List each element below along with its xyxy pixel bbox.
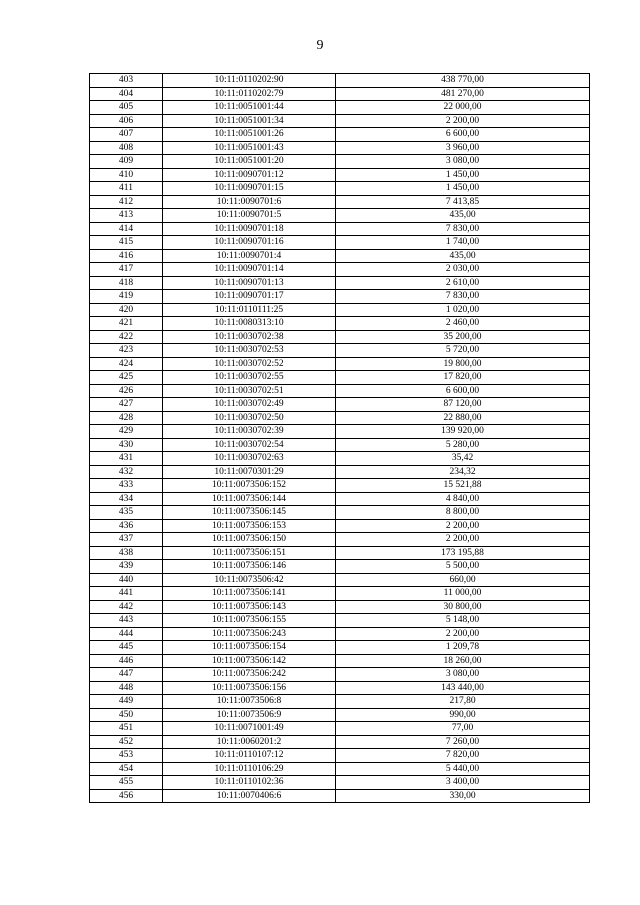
cadastral-number-cell: 10:11:0090701:5	[163, 209, 336, 223]
value-cell: 22 880,00	[336, 411, 590, 425]
row-number-cell: 408	[90, 141, 163, 155]
cadastral-number-cell: 10:11:0110102:36	[163, 776, 336, 790]
value-cell: 6 600,00	[336, 128, 590, 142]
row-number-cell: 415	[90, 236, 163, 250]
cadastral-number-cell: 10:11:0051001:34	[163, 114, 336, 128]
row-number-cell: 424	[90, 357, 163, 371]
row-number-cell: 416	[90, 249, 163, 263]
row-number-cell: 438	[90, 546, 163, 560]
cadastral-number-cell: 10:11:0073506:145	[163, 506, 336, 520]
cadastral-number-cell: 10:11:0073506:156	[163, 681, 336, 695]
cadastral-number-cell: 10:11:0090701:17	[163, 290, 336, 304]
value-cell: 660,00	[336, 573, 590, 587]
cadastral-value-table	[89, 73, 590, 803]
value-cell: 143 440,00	[336, 681, 590, 695]
table-row	[90, 317, 590, 331]
cadastral-number-cell: 10:11:0073506:146	[163, 560, 336, 574]
row-number-cell: 426	[90, 384, 163, 398]
value-cell: 5 500,00	[336, 560, 590, 574]
table-row	[90, 519, 590, 533]
table-row	[90, 546, 590, 560]
value-cell: 35 200,00	[336, 330, 590, 344]
row-number-cell: 421	[90, 317, 163, 331]
table-row	[90, 384, 590, 398]
table-row	[90, 263, 590, 277]
cadastral-number-cell: 10:11:0030702:38	[163, 330, 336, 344]
cadastral-number-cell: 10:11:0070301:29	[163, 465, 336, 479]
table-row	[90, 789, 590, 803]
cadastral-number-cell: 10:11:0071001:49	[163, 722, 336, 736]
value-cell: 18 260,00	[336, 654, 590, 668]
value-cell: 234,32	[336, 465, 590, 479]
cadastral-number-cell: 10:11:0030702:55	[163, 371, 336, 385]
table-row	[90, 749, 590, 763]
value-cell: 2 030,00	[336, 263, 590, 277]
cadastral-number-cell: 10:11:0030702:63	[163, 452, 336, 466]
table-row	[90, 222, 590, 236]
cadastral-number-cell: 10:11:0073506:153	[163, 519, 336, 533]
table-row	[90, 141, 590, 155]
table-row	[90, 276, 590, 290]
value-cell: 15 521,88	[336, 479, 590, 493]
value-cell: 139 920,00	[336, 425, 590, 439]
value-cell: 1 450,00	[336, 182, 590, 196]
table-row	[90, 587, 590, 601]
cadastral-number-cell: 10:11:0073506:155	[163, 614, 336, 628]
cadastral-number-cell: 10:11:0030702:54	[163, 438, 336, 452]
value-cell: 2 610,00	[336, 276, 590, 290]
table-row	[90, 465, 590, 479]
row-number-cell: 418	[90, 276, 163, 290]
cadastral-number-cell: 10:11:0090701:4	[163, 249, 336, 263]
row-number-cell: 456	[90, 789, 163, 803]
row-number-cell: 406	[90, 114, 163, 128]
value-cell: 77,00	[336, 722, 590, 736]
cadastral-number-cell: 10:11:0030702:52	[163, 357, 336, 371]
value-cell: 438 770,00	[336, 74, 590, 88]
cadastral-number-cell: 10:11:0051001:43	[163, 141, 336, 155]
row-number-cell: 444	[90, 627, 163, 641]
row-number-cell: 413	[90, 209, 163, 223]
table-row	[90, 114, 590, 128]
row-number-cell: 429	[90, 425, 163, 439]
row-number-cell: 448	[90, 681, 163, 695]
table-row	[90, 371, 590, 385]
cadastral-number-cell: 10:11:0110202:79	[163, 87, 336, 101]
cadastral-number-cell: 10:11:0030702:53	[163, 344, 336, 358]
value-cell: 19 800,00	[336, 357, 590, 371]
row-number-cell: 434	[90, 492, 163, 506]
cadastral-number-cell: 10:11:0090701:16	[163, 236, 336, 250]
table-row	[90, 708, 590, 722]
value-cell: 5 440,00	[336, 762, 590, 776]
table-row	[90, 249, 590, 263]
cadastral-number-cell: 10:11:0030702:50	[163, 411, 336, 425]
table-row	[90, 722, 590, 736]
table-row	[90, 506, 590, 520]
row-number-cell: 425	[90, 371, 163, 385]
table-row	[90, 452, 590, 466]
row-number-cell: 439	[90, 560, 163, 574]
table-row	[90, 357, 590, 371]
row-number-cell: 423	[90, 344, 163, 358]
cadastral-number-cell: 10:11:0073506:42	[163, 573, 336, 587]
row-number-cell: 431	[90, 452, 163, 466]
value-cell: 35,42	[336, 452, 590, 466]
row-number-cell: 436	[90, 519, 163, 533]
cadastral-number-cell: 10:11:0090701:14	[163, 263, 336, 277]
value-cell: 2 200,00	[336, 519, 590, 533]
cadastral-number-cell: 10:11:0073506:152	[163, 479, 336, 493]
value-cell: 330,00	[336, 789, 590, 803]
table-row	[90, 560, 590, 574]
value-cell: 3 960,00	[336, 141, 590, 155]
table-row	[90, 344, 590, 358]
cadastral-number-cell: 10:11:0073506:142	[163, 654, 336, 668]
cadastral-number-cell: 10:11:0110202:90	[163, 74, 336, 88]
row-number-cell: 435	[90, 506, 163, 520]
value-cell: 87 120,00	[336, 398, 590, 412]
table-row	[90, 695, 590, 709]
table-row	[90, 654, 590, 668]
table-row	[90, 168, 590, 182]
row-number-cell: 432	[90, 465, 163, 479]
row-number-cell: 442	[90, 600, 163, 614]
row-number-cell: 412	[90, 195, 163, 209]
cadastral-number-cell: 10:11:0073506:151	[163, 546, 336, 560]
row-number-cell: 403	[90, 74, 163, 88]
table-row	[90, 573, 590, 587]
cadastral-number-cell: 10:11:0051001:20	[163, 155, 336, 169]
cadastral-number-cell: 10:11:0073506:9	[163, 708, 336, 722]
value-cell: 173 195,88	[336, 546, 590, 560]
cadastral-number-cell: 10:11:0110106:29	[163, 762, 336, 776]
value-cell: 990,00	[336, 708, 590, 722]
value-cell: 3 080,00	[336, 155, 590, 169]
cadastral-number-cell: 10:11:0030702:39	[163, 425, 336, 439]
table-row	[90, 762, 590, 776]
table-row	[90, 735, 590, 749]
value-cell: 11 000,00	[336, 587, 590, 601]
row-number-cell: 422	[90, 330, 163, 344]
row-number-cell: 407	[90, 128, 163, 142]
row-number-cell: 428	[90, 411, 163, 425]
row-number-cell: 430	[90, 438, 163, 452]
row-number-cell: 427	[90, 398, 163, 412]
row-number-cell: 454	[90, 762, 163, 776]
row-number-cell: 404	[90, 87, 163, 101]
table-row	[90, 101, 590, 115]
row-number-cell: 410	[90, 168, 163, 182]
value-cell: 5 720,00	[336, 344, 590, 358]
row-number-cell: 433	[90, 479, 163, 493]
value-cell: 17 820,00	[336, 371, 590, 385]
row-number-cell: 441	[90, 587, 163, 601]
table-row	[90, 681, 590, 695]
value-cell: 5 280,00	[336, 438, 590, 452]
table-row	[90, 492, 590, 506]
value-cell: 1 450,00	[336, 168, 590, 182]
cadastral-number-cell: 10:11:0090701:6	[163, 195, 336, 209]
value-cell: 435,00	[336, 249, 590, 263]
cadastral-number-cell: 10:11:0110111:25	[163, 303, 336, 317]
cadastral-number-cell: 10:11:0090701:18	[163, 222, 336, 236]
cadastral-number-cell: 10:11:0090701:15	[163, 182, 336, 196]
row-number-cell: 453	[90, 749, 163, 763]
row-number-cell: 446	[90, 654, 163, 668]
row-number-cell: 437	[90, 533, 163, 547]
table-row	[90, 776, 590, 790]
row-number-cell: 419	[90, 290, 163, 304]
value-cell: 2 200,00	[336, 533, 590, 547]
row-number-cell: 450	[90, 708, 163, 722]
table-row	[90, 236, 590, 250]
table-row	[90, 614, 590, 628]
row-number-cell: 409	[90, 155, 163, 169]
row-number-cell: 414	[90, 222, 163, 236]
row-number-cell: 451	[90, 722, 163, 736]
value-cell: 2 200,00	[336, 114, 590, 128]
value-cell: 1 209,78	[336, 641, 590, 655]
cadastral-number-cell: 10:11:0090701:13	[163, 276, 336, 290]
table-row	[90, 209, 590, 223]
table-row	[90, 330, 590, 344]
value-cell: 7 413,85	[336, 195, 590, 209]
value-cell: 2 200,00	[336, 627, 590, 641]
value-cell: 4 840,00	[336, 492, 590, 506]
table-row	[90, 425, 590, 439]
table-row	[90, 182, 590, 196]
cadastral-number-cell: 10:11:0073506:242	[163, 668, 336, 682]
cadastral-number-cell: 10:11:0051001:26	[163, 128, 336, 142]
cadastral-number-cell: 10:11:0073506:141	[163, 587, 336, 601]
cadastral-number-cell: 10:11:0080313:10	[163, 317, 336, 331]
table-row	[90, 87, 590, 101]
row-number-cell: 417	[90, 263, 163, 277]
table-row	[90, 195, 590, 209]
value-cell: 2 460,00	[336, 317, 590, 331]
page-number: 9	[316, 38, 324, 53]
value-cell: 7 830,00	[336, 222, 590, 236]
table-body	[90, 74, 590, 803]
row-number-cell: 452	[90, 735, 163, 749]
row-number-cell: 443	[90, 614, 163, 628]
value-cell: 6 600,00	[336, 384, 590, 398]
value-cell: 5 148,00	[336, 614, 590, 628]
value-cell: 217,80	[336, 695, 590, 709]
value-cell: 481 270,00	[336, 87, 590, 101]
table-row	[90, 411, 590, 425]
value-cell: 8 800,00	[336, 506, 590, 520]
cadastral-number-cell: 10:11:0073506:8	[163, 695, 336, 709]
table-row	[90, 479, 590, 493]
cadastral-number-cell: 10:11:0051001:44	[163, 101, 336, 115]
cadastral-number-cell: 10:11:0073506:150	[163, 533, 336, 547]
row-number-cell: 420	[90, 303, 163, 317]
table-row	[90, 74, 590, 88]
cadastral-number-cell: 10:11:0090701:12	[163, 168, 336, 182]
table-row	[90, 290, 590, 304]
value-cell: 3 400,00	[336, 776, 590, 790]
cadastral-number-cell: 10:11:0030702:49	[163, 398, 336, 412]
cadastral-number-cell: 10:11:0073506:243	[163, 627, 336, 641]
table-row	[90, 600, 590, 614]
value-cell: 3 080,00	[336, 668, 590, 682]
row-number-cell: 455	[90, 776, 163, 790]
value-cell: 7 820,00	[336, 749, 590, 763]
row-number-cell: 445	[90, 641, 163, 655]
value-cell: 7 260,00	[336, 735, 590, 749]
table-row	[90, 128, 590, 142]
table-row	[90, 398, 590, 412]
row-number-cell: 447	[90, 668, 163, 682]
table-row	[90, 641, 590, 655]
row-number-cell: 440	[90, 573, 163, 587]
table-row	[90, 155, 590, 169]
cadastral-number-cell: 10:11:0073506:154	[163, 641, 336, 655]
row-number-cell: 449	[90, 695, 163, 709]
table-row	[90, 438, 590, 452]
cadastral-number-cell: 10:11:0070406:6	[163, 789, 336, 803]
value-cell: 1 740,00	[336, 236, 590, 250]
value-cell: 22 000,00	[336, 101, 590, 115]
cadastral-number-cell: 10:11:0110107:12	[163, 749, 336, 763]
value-cell: 435,00	[336, 209, 590, 223]
value-cell: 30 800,00	[336, 600, 590, 614]
row-number-cell: 405	[90, 101, 163, 115]
table-row	[90, 668, 590, 682]
table-row	[90, 303, 590, 317]
cadastral-number-cell: 10:11:0073506:144	[163, 492, 336, 506]
cadastral-number-cell: 10:11:0030702:51	[163, 384, 336, 398]
table-row	[90, 627, 590, 641]
row-number-cell: 411	[90, 182, 163, 196]
cadastral-number-cell: 10:11:0073506:143	[163, 600, 336, 614]
table-row	[90, 533, 590, 547]
cadastral-number-cell: 10:11:0060201:2	[163, 735, 336, 749]
value-cell: 7 830,00	[336, 290, 590, 304]
value-cell: 1 020,00	[336, 303, 590, 317]
